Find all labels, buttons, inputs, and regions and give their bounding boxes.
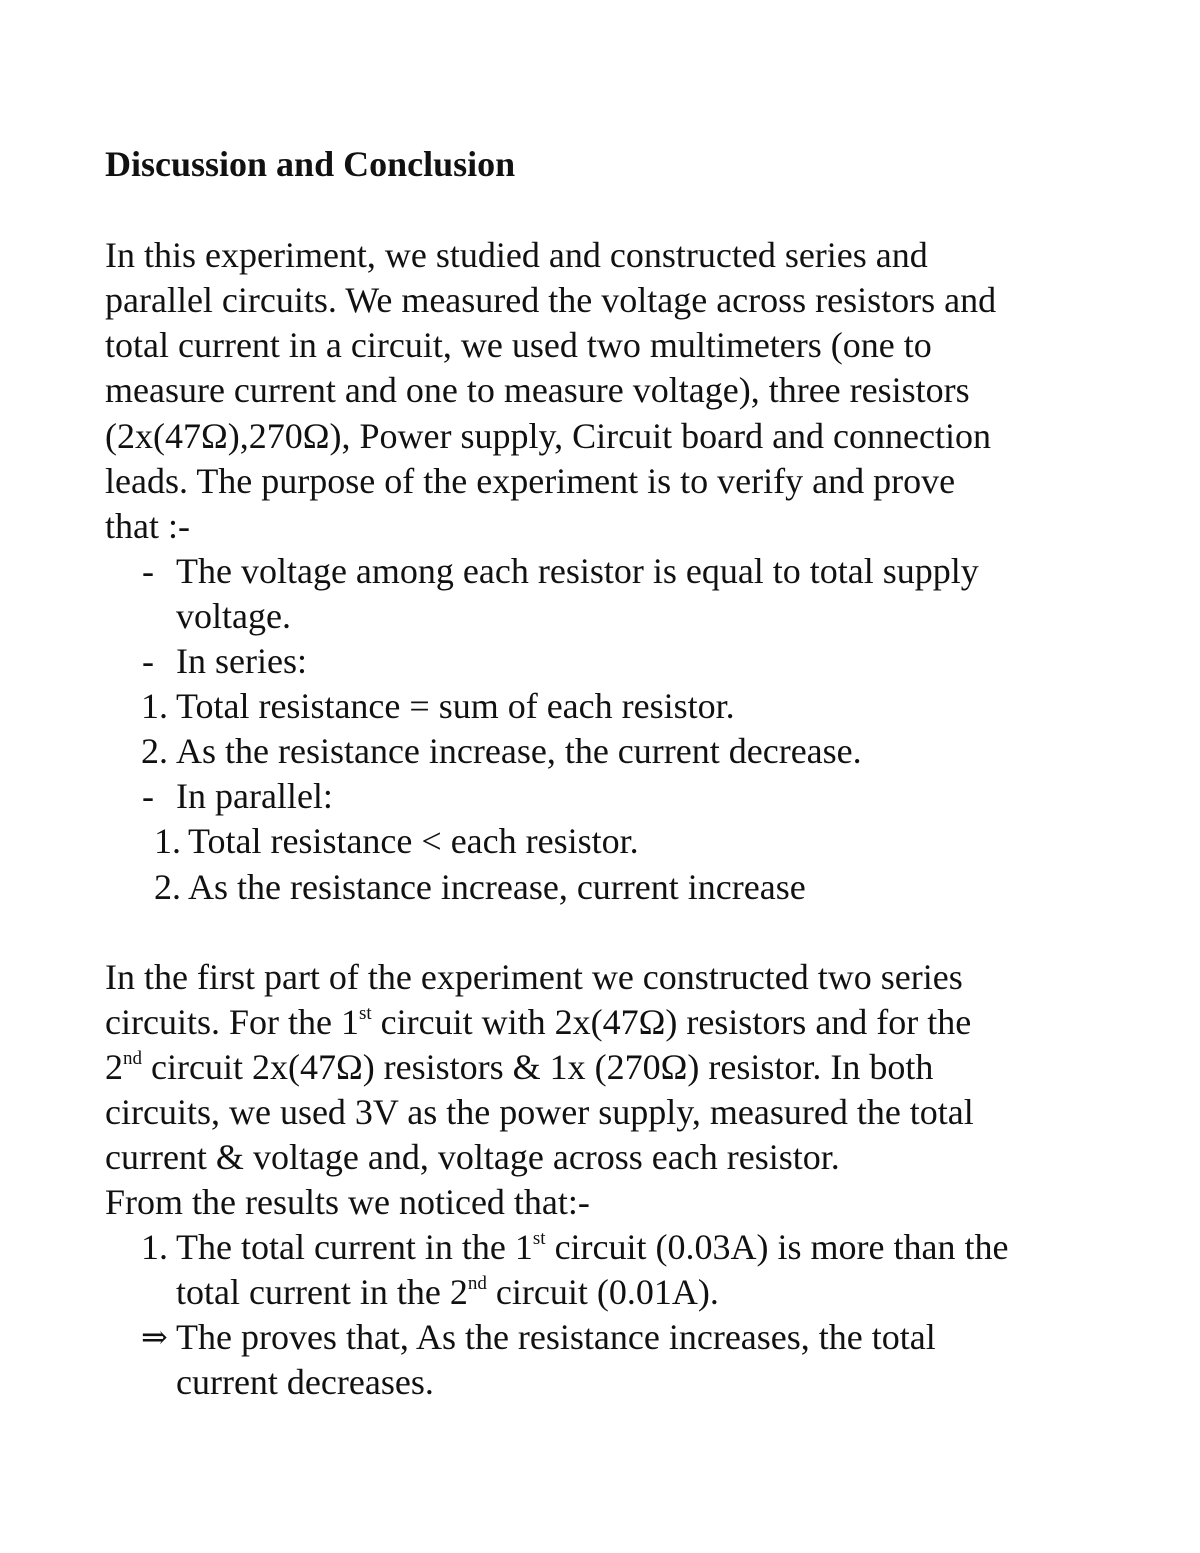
text-span: total current in the 2 xyxy=(176,1272,468,1312)
implies-arrow-icon: ⇒ xyxy=(141,1319,168,1355)
parallel-item-1-marker: 1. xyxy=(154,821,181,861)
part1-line-3 xyxy=(105,1045,933,1090)
part1-line-4: circuits, we used 3V as the power supply, measured the total xyxy=(105,1092,974,1132)
implication-line-2: current decreases. xyxy=(176,1362,434,1402)
bullet-dash-marker: - xyxy=(142,641,154,681)
parallel-item-2: As the resistance increase, current increase xyxy=(188,867,806,907)
part1-line-1: In the first part of the experiment we constructed two series xyxy=(105,957,963,997)
series-item-1: Total resistance = sum of each resistor. xyxy=(176,686,735,726)
page-title: Discussion and Conclusion xyxy=(105,144,516,184)
part1-line-5: current & voltage and, voltage across each resistor. xyxy=(105,1137,840,1177)
superscript: st xyxy=(358,1003,372,1024)
text-span: The total current in the 1 xyxy=(176,1227,533,1267)
intro-line-7: that :- xyxy=(105,506,190,546)
bullet-in-parallel: In parallel: xyxy=(176,776,333,816)
result-item-1-line-1 xyxy=(176,1225,1008,1270)
intro-line-1: In this experiment, we studied and constructed series and xyxy=(105,235,928,275)
bullet-in-series: In series: xyxy=(176,641,307,681)
intro-line-4: measure current and one to measure voltage), three resistors xyxy=(105,370,970,410)
result-item-1-line-2 xyxy=(176,1270,719,1315)
text-span: circuits. For the 1 xyxy=(105,1002,359,1042)
text-span: circuit 2x(47Ω) resistors & 1x (270Ω) resistor. In both xyxy=(142,1047,934,1087)
series-item-1-marker: 1. xyxy=(141,686,168,726)
text-span: 2 xyxy=(105,1047,123,1087)
superscript: st xyxy=(532,1228,546,1249)
implication-line-1: The proves that, As the resistance increases, the total xyxy=(176,1317,936,1357)
part1-line-2 xyxy=(105,1000,971,1045)
superscript: nd xyxy=(467,1273,487,1294)
series-item-2-marker: 2. xyxy=(141,731,168,771)
parallel-item-2-marker: 2. xyxy=(154,867,181,907)
text-span: circuit with 2x(47Ω) resistors and for the xyxy=(371,1002,972,1042)
bullet-voltage-line-1: The voltage among each resistor is equal to total supply xyxy=(176,551,979,591)
part1-line-6: From the results we noticed that:- xyxy=(105,1182,590,1222)
intro-line-2: parallel circuits. We measured the voltage across resistors and xyxy=(105,280,997,320)
superscript: nd xyxy=(123,1048,142,1069)
bullet-dash-marker: - xyxy=(142,551,154,591)
intro-line-5: (2x(47Ω),270Ω), Power supply, Circuit board and connection xyxy=(105,416,991,456)
intro-line-6: leads. The purpose of the experiment is to verify and prove xyxy=(105,461,956,501)
text-span: circuit (0.01A). xyxy=(486,1272,719,1312)
result-item-1-marker: 1. xyxy=(141,1227,168,1267)
parallel-item-1: Total resistance < each resistor. xyxy=(188,821,639,861)
series-item-2: As the resistance increase, the current decrease. xyxy=(176,731,862,771)
bullet-voltage-line-2: voltage. xyxy=(176,596,291,636)
text-span: circuit (0.03A) is more than the xyxy=(545,1227,1009,1267)
intro-line-3: total current in a circuit, we used two multimeters (one to xyxy=(105,325,932,365)
bullet-dash-marker: - xyxy=(142,776,154,816)
